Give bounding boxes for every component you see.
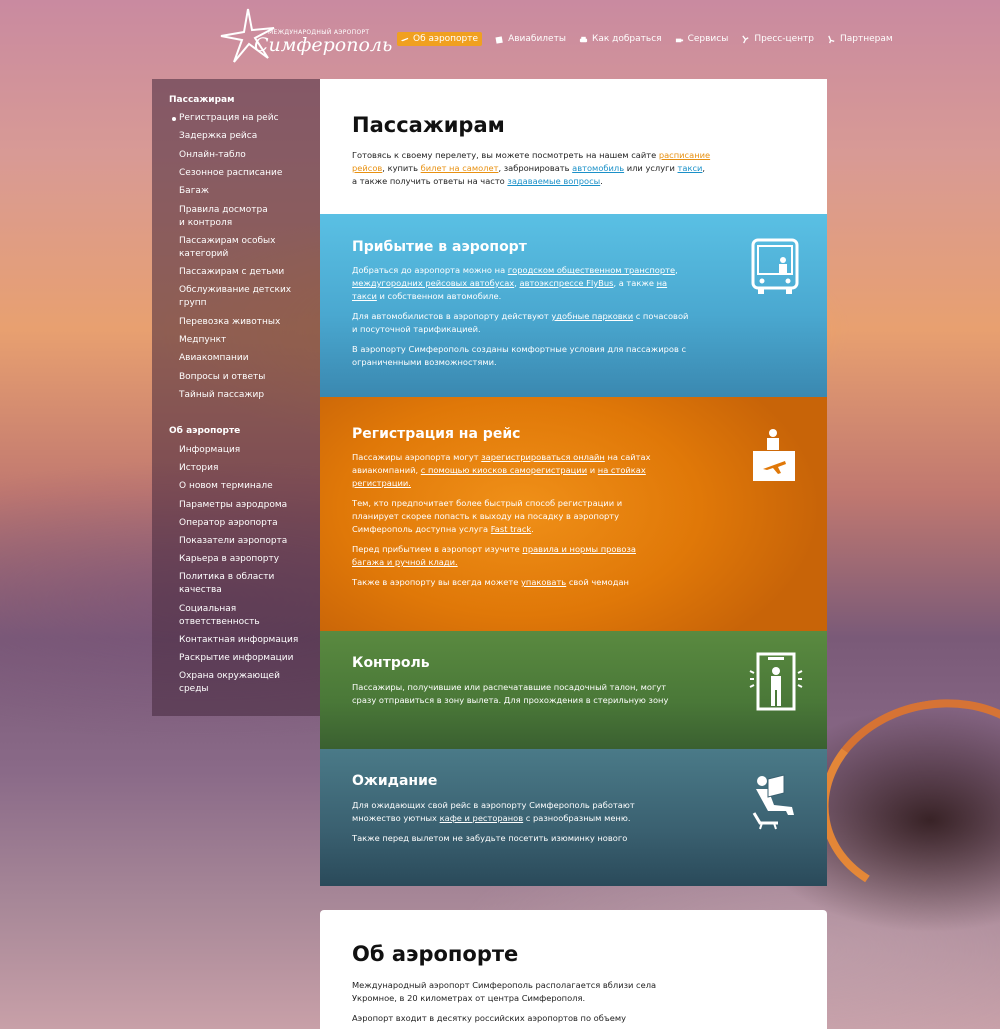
about-text-2: Аэропорт входит в десятку российских аэропортов по объему <box>352 1013 627 1023</box>
nav-label: Партнерам <box>839 34 893 44</box>
press-icon <box>741 35 750 44</box>
sidebar-link[interactable]: Регистрация на рейс <box>152 112 279 125</box>
engine-decoration <box>804 681 1000 920</box>
sidebar-link[interactable]: История <box>179 463 219 474</box>
sidebar-link[interactable]: Раскрытие информации <box>179 653 294 663</box>
waiting-title: Ожидание <box>352 773 438 789</box>
checkin-text: Пассажиры аэропорта могут зарегистрироваться онлайн на сайтах авиакомпаний, с помощью киосков саморегистрации и на стойках регистрации. Тем, кто предпочитает более быстрый способ регистрации и планирует скорее попасть к выходу на посадку в аэропорту Симферополь доступна услуга Fast track. Перед прибытием в аэропорт изучите правила и нормы провоза багажа и ручной клади. Также в аэропорту вы всегда можете упаковать свой чемодан <box>352 452 651 587</box>
waiting-text: Для ожидающих свой рейс в аэропорту Симферополь работают множество уютных кафе и ресторанов с разнообразным меню. Также перед вылетом не забудьте посетить изюминку нового <box>352 800 635 843</box>
checkin-section <box>320 397 827 631</box>
sidebar-link[interactable]: Параметры аэродрома <box>179 499 288 510</box>
link-taxi[interactable]: такси <box>677 163 703 173</box>
sidebar-link[interactable]: Багаж <box>179 186 210 197</box>
top-navigation <box>397 32 906 46</box>
arrival-section <box>320 214 827 397</box>
nav-label: Как добраться <box>591 34 662 44</box>
sidebar-group-passengers[interactable]: Пассажирам <box>169 95 235 105</box>
link-taxi-arrival[interactable]: на такси <box>352 278 668 301</box>
nav-services[interactable] <box>675 34 729 44</box>
link-car[interactable]: автомобиль <box>572 163 625 173</box>
logo-subtitle: МЕЖДУНАРОДНЫЙ АЭРОПОРТ <box>268 29 370 36</box>
page-title: Пассажирам <box>352 113 505 137</box>
logo[interactable] <box>218 6 393 62</box>
link-flybus[interactable]: автоэкспрессе FlyBus <box>519 278 614 288</box>
waiting-passenger-icon <box>748 771 808 831</box>
link-parking[interactable]: удобные парковки <box>551 311 634 321</box>
sidebar-link[interactable]: Оператор аэропорта <box>179 517 278 528</box>
sidebar-link[interactable]: Вопросы и ответы <box>179 371 266 382</box>
link-faq[interactable]: задаваемые вопросы <box>507 176 601 186</box>
sidebar-link[interactable]: Онлайн-табло <box>179 149 246 160</box>
checkin-counter-icon <box>751 427 799 485</box>
sidebar-link[interactable]: Пассажирам с детьми <box>179 267 285 278</box>
sidebar-link[interactable]: Медпункт <box>179 335 227 345</box>
bus-icon <box>750 238 800 296</box>
coffee-icon <box>675 35 684 44</box>
about-section <box>320 910 827 1029</box>
ticket-icon <box>495 35 504 44</box>
nav-label: Пресс-центр <box>754 34 814 44</box>
link-kiosks[interactable]: с помощью киосков саморегистрации <box>420 465 588 475</box>
sidebar-link[interactable]: Контактная информация <box>179 634 299 645</box>
sidebar-link[interactable]: Охрана окружающей среды <box>179 671 280 695</box>
sidebar-link[interactable]: Правила досмотра и контроля <box>179 204 268 228</box>
arrival-text: Добраться до аэропорта можно на городском общественном транспорте, междугородних рейсовых автобусах, автоэкспрессе FlyBus, а также на такси и собственном автомобиле. Для автомобилистов в аэропорту действуют удобные парковки с почасовой и посуточной тарификацией. В аэропорту Симферополь созданы комфортные условия для пассажиров с ограниченными возможностями. <box>352 265 689 367</box>
sidebar <box>152 79 320 716</box>
nav-label: Сервисы <box>687 34 729 44</box>
link-fast-track[interactable]: Fast track <box>490 524 532 534</box>
sidebar-link[interactable]: Сезонное расписание <box>179 167 283 178</box>
sidebar-link[interactable]: Политика в области качества <box>179 572 275 596</box>
link-tickets[interactable]: билет на самолет <box>420 163 499 173</box>
handshake-icon <box>827 35 836 44</box>
about-text-1: Международный аэропорт Симферополь располагается вблизи села Укромное, в 20 километрах от центра Симферополя. <box>352 980 657 1003</box>
sidebar-link[interactable]: Социальная ответственность <box>179 603 260 627</box>
sidebar-group-about[interactable]: Об аэропорте <box>169 426 241 436</box>
sidebar-link[interactable]: Задержка рейса <box>179 131 258 142</box>
checkin-title: Регистрация на рейс <box>352 426 521 442</box>
nav-partners[interactable] <box>827 34 893 44</box>
sidebar-link[interactable]: Перевозка животных <box>179 316 281 327</box>
link-cafes[interactable]: кафе и ресторанов <box>439 813 524 823</box>
car-icon <box>579 35 588 44</box>
control-title: Контроль <box>352 655 430 671</box>
security-gate-icon <box>748 651 804 711</box>
control-section <box>320 631 827 749</box>
waiting-section <box>320 749 827 886</box>
link-wrapping[interactable]: упаковать <box>520 577 567 587</box>
sidebar-link[interactable]: Пассажирам особых категорий <box>179 235 276 259</box>
nav-about[interactable] <box>397 32 482 46</box>
sidebar-link[interactable]: Показатели аэропорта <box>179 536 288 546</box>
link-online-checkin[interactable]: зарегистрироваться онлайн <box>481 452 605 462</box>
nav-directions[interactable] <box>579 34 662 44</box>
sidebar-link[interactable]: Тайный пассажир <box>179 389 265 400</box>
link-counters[interactable]: на стойках регистрации. <box>352 465 646 488</box>
link-schedule[interactable]: расписание рейсов <box>352 150 711 173</box>
sidebar-link[interactable]: О новом терминале <box>179 481 273 492</box>
header <box>0 0 1000 70</box>
nav-press[interactable] <box>741 34 814 44</box>
link-baggage-rules[interactable]: правила и нормы провоза багажа и ручной клади. <box>352 544 636 567</box>
link-public-transport[interactable]: городском общественном транспорте <box>507 265 676 275</box>
sidebar-link[interactable]: Карьера в аэропорту <box>179 554 280 565</box>
nav-label: Авиабилеты <box>508 34 566 44</box>
nav-label: Об аэропорте <box>413 34 479 44</box>
intro-section <box>320 79 827 214</box>
control-text: Пассажиры, получившие или распечатавшие посадочный талон, могут сразу отправиться в зону вылета. Для прохождения в стерильную зону <box>352 682 669 705</box>
sidebar-link[interactable]: Обслуживание детских групп <box>179 285 292 309</box>
nav-tickets[interactable] <box>495 34 566 44</box>
arrival-title: Прибытие в аэропорт <box>352 239 527 255</box>
main-content <box>320 79 827 886</box>
sidebar-link[interactable]: Информация <box>179 445 241 455</box>
sidebar-link[interactable]: Авиакомпании <box>179 353 249 364</box>
logo-name: Симферополь <box>254 34 393 56</box>
intro-text: Готовясь к своему перелету, вы можете посмотреть на нашем сайте расписание рейсов, купить билет на самолет, забронировать автомобиль или услуги такси, а также получить ответы на часто задаваемые вопросы. <box>352 150 711 186</box>
link-intercity-bus[interactable]: междугородних рейсовых автобусах <box>352 278 515 288</box>
about-title: Об аэропорте <box>352 942 519 966</box>
plane-icon <box>400 35 409 44</box>
